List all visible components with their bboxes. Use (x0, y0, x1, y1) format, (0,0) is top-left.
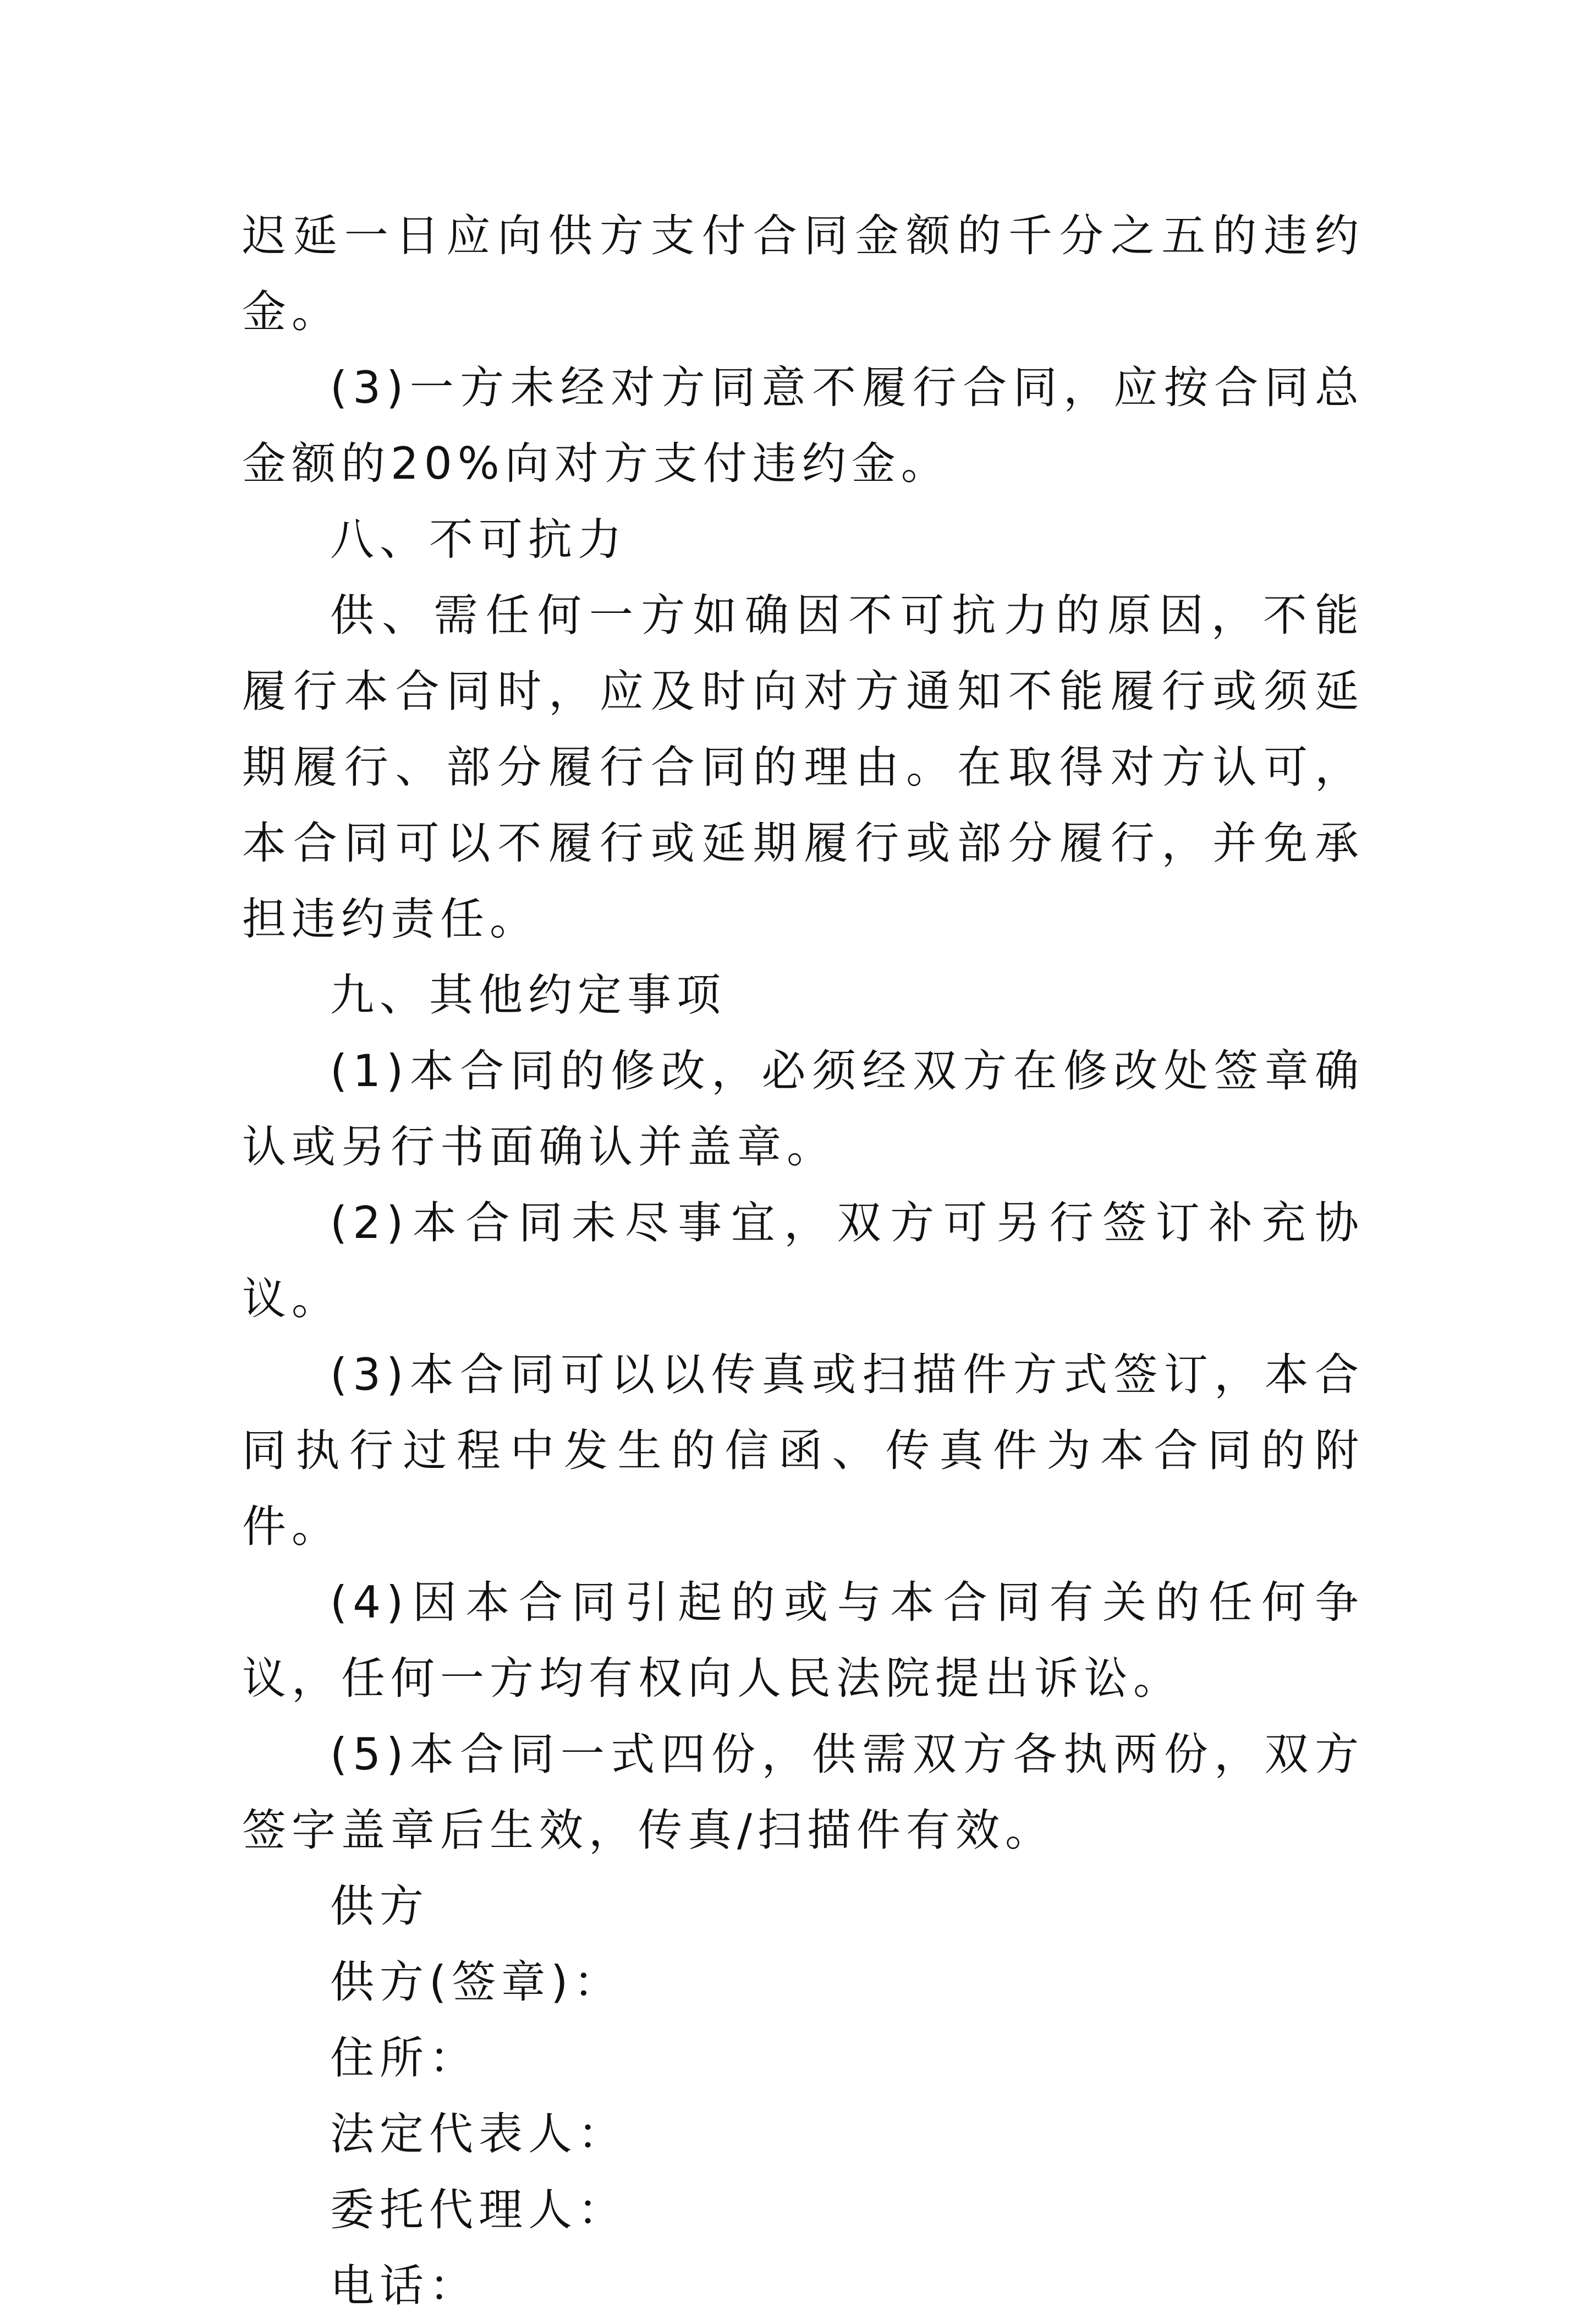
paragraph-term-3: (3)本合同可以以传真或扫描件方式签订，本合同执行过程中发生的信函、传真件为本合同的附件。 (242, 1349, 1364, 1552)
signature-legal-rep-label: 法定代表人： (330, 2108, 627, 2159)
section-heading-other-terms: 九、其他约定事项 (330, 969, 726, 1021)
section-heading-force-majeure: 八、不可抗力 (330, 514, 627, 565)
signature-agent-label: 委托代理人： (330, 2184, 627, 2235)
signature-address-label: 住所： (330, 2032, 479, 2084)
signature-seal-label: 供方(签章)： (330, 1956, 623, 2008)
paragraph-term-5: (5)本合同一式四份，供需双方各执两份，双方签字盖章后生效，传真/扫描件有效。 (242, 1729, 1364, 1856)
paragraph-term-2: (2)本合同未尽事宜，双方可另行签订补充协议。 (242, 1197, 1364, 1324)
signature-heading: 供方 (330, 1881, 429, 1932)
document-body (242, 198, 1364, 2324)
paragraph-force-majeure: 供、需任何一方如确因不可抗力的原因，不能履行本合同时，应及时向对方通知不能履行或须延期履行、部分履行合同的理由。在取得对方认可，本合同可以不履行或延期履行或部分履行，并免承担违约责任。 (242, 590, 1364, 945)
signature-block (242, 1868, 1364, 2324)
signature-phone-label: 电话： (330, 2260, 479, 2311)
paragraph-penalty-delay: 迟延一日应向供方支付合同金额的千分之五的违约金。 (242, 210, 1364, 337)
paragraph-term-1: (1)本合同的修改，必须经双方在修改处签章确认或另行书面确认并盖章。 (242, 1045, 1364, 1172)
paragraph-term-4: (4)因本合同引起的或与本合同有关的任何争议，任何一方均有权向人民法院提出诉讼。 (242, 1577, 1364, 1704)
paragraph-penalty-breach: (3)一方未经对方同意不履行合同，应按合同总金额的20%向对方支付违约金。 (242, 362, 1364, 489)
